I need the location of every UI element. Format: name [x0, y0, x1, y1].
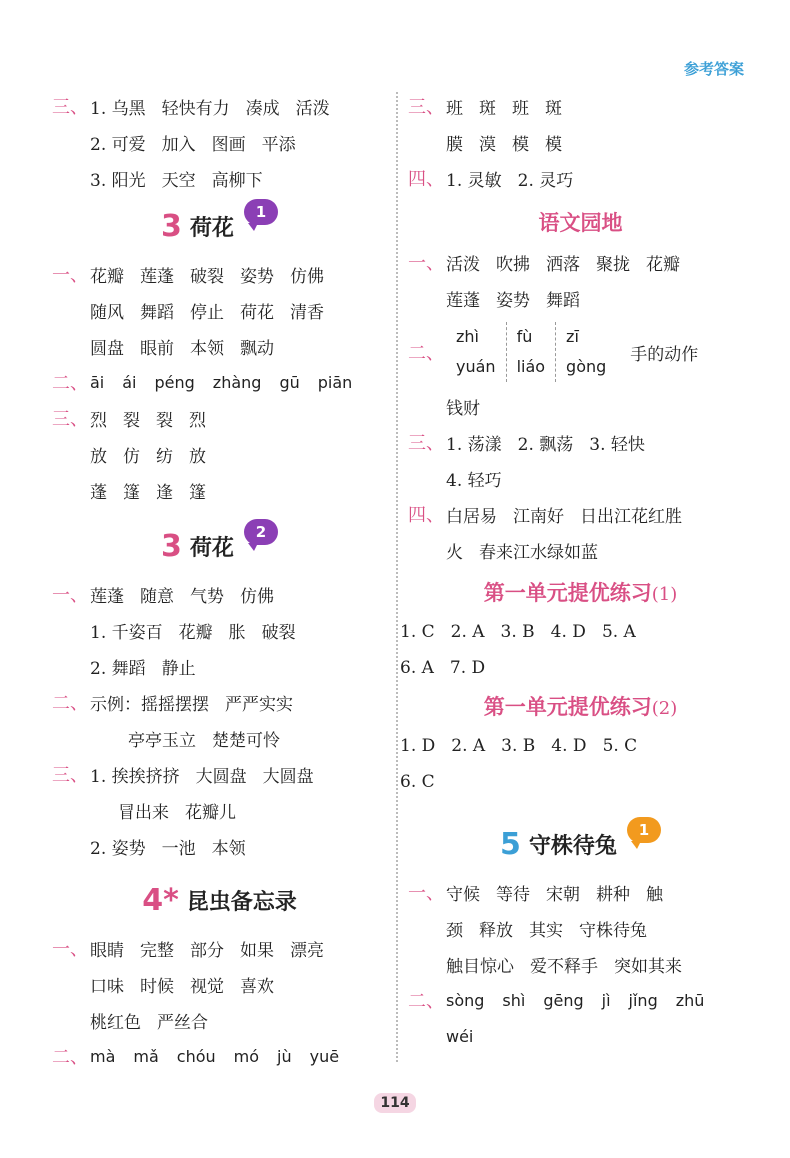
answer-item: 气势 — [190, 586, 224, 607]
answer-line — [408, 982, 753, 1018]
answer-text: 钱财 — [446, 398, 480, 419]
section-title: 第一单元提优练习(1) — [483, 581, 678, 605]
pinyin-items — [446, 991, 722, 1010]
answer-item: 楚楚可怜 — [212, 730, 280, 751]
answer-items — [90, 834, 262, 859]
section-title: 第一单元提优练习(2) — [483, 695, 678, 719]
answer-item: sòng — [446, 990, 485, 1010]
answer-line — [52, 684, 387, 720]
section-marker: 四、 — [408, 505, 444, 526]
answer-line — [408, 280, 753, 316]
answer-item: 3. 阳光 — [90, 170, 146, 191]
lesson-title — [52, 196, 387, 256]
answer-item: 守株待兔 — [579, 920, 647, 941]
answer-item: 放 — [90, 446, 107, 467]
answer-items — [446, 916, 663, 941]
answer-items — [446, 166, 589, 191]
column-divider — [396, 92, 398, 1062]
answer-item: 仿佛 — [290, 266, 324, 287]
answer-items — [446, 502, 698, 527]
answer-item: zhàng — [212, 372, 262, 392]
answer-item: 花瓣儿 — [185, 802, 236, 823]
answer-item: 莲蓬 — [140, 266, 174, 287]
answer-items — [90, 298, 340, 323]
answer-item: 完整 — [140, 940, 174, 961]
answer-line — [52, 328, 387, 364]
answer-item: 大圆盘 — [262, 766, 314, 787]
answer-items — [90, 442, 222, 467]
answer-line — [52, 436, 387, 472]
lesson-title — [52, 870, 387, 930]
lesson-number: 5 — [500, 826, 521, 862]
answer-item: 守候 — [446, 884, 480, 905]
answer-item: 高柳下 — [211, 170, 263, 191]
pinyin-cell: fù liáo — [507, 322, 556, 382]
answer-item: ái — [122, 372, 137, 392]
answer-item: 平添 — [261, 134, 296, 155]
answer-item: 班 — [512, 98, 529, 119]
answer-item: 视觉 — [190, 976, 224, 997]
answer-item: 斑 — [545, 98, 562, 119]
answer-item: 4. D — [551, 736, 587, 756]
answer-item: péng — [154, 372, 195, 392]
answer-items — [90, 762, 330, 787]
answer-item: piān — [317, 372, 353, 392]
answer-item: 火 — [446, 542, 463, 563]
answer-line — [52, 124, 387, 160]
answer-item: 示例：摇摇摆摆 — [90, 694, 209, 715]
answer-items — [90, 94, 346, 119]
answer-item: 花瓣 — [90, 266, 124, 287]
answer-item: 4. D — [550, 622, 586, 642]
answer-item: 姿势 — [496, 290, 530, 311]
answer-item: 烈 — [90, 410, 107, 431]
answer-item: 停止 — [190, 302, 224, 323]
answer-item: 放 — [189, 446, 206, 467]
answer-key-header: 参考答案 — [683, 60, 744, 78]
lesson-number: 3 — [161, 208, 182, 244]
answer-item: gēng — [543, 990, 584, 1010]
answer-item: 破裂 — [190, 266, 224, 287]
answer-items — [446, 130, 578, 155]
answer-item: chóu — [176, 1046, 216, 1066]
answer-item: 2. 可爱 — [90, 134, 146, 155]
answer-line — [52, 364, 387, 400]
answer-item: 春来江水绿如蓝 — [479, 542, 598, 563]
pinyin-items — [90, 1047, 357, 1066]
answer-items — [400, 658, 501, 678]
answer-item: 桃红色 — [90, 1012, 141, 1033]
answer-item: 等待 — [496, 884, 530, 905]
answer-items — [446, 286, 596, 311]
answer-items — [90, 1008, 224, 1033]
answer-item: 纺 — [156, 446, 173, 467]
answer-item: 宋朝 — [546, 884, 580, 905]
answer-items — [446, 952, 698, 977]
lesson-number: 3 — [161, 528, 182, 564]
answer-item: 花瓣 — [178, 622, 213, 643]
part-badge: 1 — [244, 199, 278, 225]
answer-items — [90, 618, 312, 643]
answer-item: 6. C — [400, 772, 435, 792]
answer-line — [408, 874, 753, 910]
answer-line — [52, 720, 387, 756]
answer-items — [90, 654, 212, 679]
answer-items — [118, 798, 252, 823]
answer-item: 漂亮 — [290, 940, 324, 961]
answer-line — [52, 160, 387, 196]
answer-item: 江南好 — [513, 506, 564, 527]
answer-item: 活泼 — [295, 98, 330, 119]
answer-items — [90, 334, 290, 359]
answer-item: jǐng — [628, 990, 658, 1010]
answer-item: 加入 — [161, 134, 196, 155]
answer-items — [446, 466, 518, 491]
answer-item: mà — [90, 1046, 116, 1066]
answer-items — [446, 250, 696, 275]
section-marker: 一、 — [52, 585, 88, 606]
answer-line — [408, 160, 753, 196]
answer-item: jì — [601, 990, 611, 1010]
answer-item: 蓬 — [90, 482, 107, 503]
section-marker: 二、 — [52, 693, 88, 714]
answer-item: yuē — [309, 1046, 340, 1066]
answer-item: 爱不释手 — [530, 956, 598, 977]
answer-item: 静止 — [161, 658, 196, 679]
answer-line — [408, 424, 753, 460]
answer-line — [52, 648, 387, 684]
answer-line — [52, 400, 387, 436]
answer-item: 轻快有力 — [161, 98, 230, 119]
lesson-name: 荷花 — [189, 535, 234, 561]
section-marker: 二、 — [52, 373, 88, 394]
lesson-number: 4* — [142, 882, 179, 918]
answer-item: 仿佛 — [240, 586, 274, 607]
answer-item: 喜欢 — [240, 976, 274, 997]
answer-line — [52, 1002, 387, 1038]
answer-item: gū — [279, 372, 300, 392]
answer-line — [52, 756, 387, 792]
answer-item: 1. D — [400, 736, 436, 756]
answer-items — [90, 690, 309, 715]
lesson-name: 荷花 — [189, 215, 234, 241]
answer-item: 冒出来 — [118, 802, 169, 823]
lesson-title — [408, 814, 753, 874]
answer-item: 莲蓬 — [90, 586, 124, 607]
section-marker: 一、 — [408, 253, 444, 274]
answer-items — [90, 478, 222, 503]
answer-line — [52, 966, 387, 1002]
pinyin-items — [90, 373, 370, 392]
section-title: 语文园地 — [538, 211, 623, 235]
answer-line — [408, 496, 753, 532]
answer-items — [128, 726, 296, 751]
pinyin-cell: zī gòng — [566, 327, 607, 376]
answer-item: 大圆盘 — [195, 766, 247, 787]
lesson-title — [52, 516, 387, 576]
grid-label: 手的动作 — [630, 344, 699, 365]
answer-item: 凑成 — [245, 98, 280, 119]
answer-line — [52, 792, 387, 828]
answer-item: mó — [233, 1046, 260, 1066]
page-number: 114 — [0, 1095, 790, 1111]
answer-item: 篷 — [189, 482, 206, 503]
answer-line — [408, 946, 753, 982]
answer-item: āi — [90, 372, 105, 392]
answer-items — [400, 736, 653, 756]
answer-item: 颈 — [446, 920, 463, 941]
answer-item: 1. 荡漾 — [446, 434, 502, 455]
answer-item: 裂 — [156, 410, 173, 431]
answer-item: 3. 轻快 — [589, 434, 645, 455]
answer-items — [90, 166, 279, 191]
part-badge: 1 — [627, 817, 661, 843]
answer-item: 本领 — [211, 838, 246, 859]
answer-line — [408, 244, 753, 280]
pinyin-grid — [408, 316, 753, 388]
answer-item: 荷花 — [240, 302, 274, 323]
answer-item: 烈 — [189, 410, 206, 431]
answer-items — [446, 538, 614, 563]
answer-item: 1. 乌黑 — [90, 98, 146, 119]
answer-item: 白居易 — [446, 506, 497, 527]
answer-item: 图画 — [211, 134, 246, 155]
answer-item: 本领 — [190, 338, 224, 359]
answer-line — [408, 1018, 753, 1054]
answer-item: 聚拢 — [596, 254, 630, 275]
answer-item: 胀 — [228, 622, 246, 643]
answer-item: 斑 — [479, 98, 496, 119]
answer-item: 洒落 — [546, 254, 580, 275]
answer-items — [90, 972, 290, 997]
answer-item: 时候 — [140, 976, 174, 997]
answer-item: 眼睛 — [90, 940, 124, 961]
answer-item: mǎ — [133, 1046, 159, 1066]
left-column — [52, 88, 387, 1074]
answer-item: 逢 — [156, 482, 173, 503]
answer-item: 1. 挨挨挤挤 — [90, 766, 180, 787]
answer-line — [408, 124, 753, 160]
answer-item: 1. 千姿百 — [90, 622, 163, 643]
answer-item: 2. A — [450, 622, 485, 642]
part-badge: 2 — [244, 519, 278, 545]
answer-line — [52, 1038, 387, 1074]
answer-item: 6. A — [400, 658, 434, 678]
answer-line — [408, 532, 753, 568]
section-marker: 三、 — [52, 409, 88, 430]
answer-item: 漠 — [479, 134, 496, 155]
answer-item: 5. A — [601, 622, 636, 642]
answer-item: 舞蹈 — [140, 302, 174, 323]
answer-item: 2. 飘荡 — [517, 434, 574, 455]
answer-item: 突如其来 — [614, 956, 682, 977]
answer-item: 随意 — [140, 586, 174, 607]
answer-line — [52, 292, 387, 328]
section-marker: 二、 — [52, 1047, 88, 1068]
answer-item: 天空 — [161, 170, 196, 191]
lesson-name: 守株待兔 — [528, 833, 617, 859]
answer-items — [90, 936, 340, 961]
answer-item: 模 — [512, 134, 529, 155]
answer-item: 活泼 — [446, 254, 480, 275]
answer-line — [400, 614, 753, 650]
answer-line — [400, 728, 753, 764]
answer-items — [90, 130, 312, 155]
answer-line — [52, 828, 387, 864]
answer-item: 2. A — [451, 736, 486, 756]
answer-item: 眼前 — [140, 338, 174, 359]
answer-item: 如果 — [240, 940, 274, 961]
answer-items — [90, 406, 222, 431]
answer-item: 一池 — [161, 838, 196, 859]
answer-item: 班 — [446, 98, 463, 119]
answer-items — [400, 622, 652, 642]
answer-item: zhū — [675, 990, 705, 1010]
answer-item: 随风 — [90, 302, 124, 323]
answer-item: 3. B — [500, 622, 535, 642]
answer-line — [400, 764, 753, 800]
section-marker: 一、 — [52, 939, 88, 960]
pinyin-cell: zhì yuán — [446, 322, 507, 382]
lesson-name: 昆虫备忘录 — [186, 889, 297, 915]
answer-item: 圆盘 — [90, 338, 124, 359]
answer-item: 仿 — [123, 446, 140, 467]
answer-item: 吹拂 — [496, 254, 530, 275]
answer-line — [400, 650, 753, 686]
answer-items — [446, 880, 679, 905]
answer-item: 破裂 — [261, 622, 296, 643]
pinyin-text: wéi — [446, 1026, 474, 1046]
section-marker: 三、 — [52, 97, 88, 118]
answer-line — [408, 910, 753, 946]
answer-line — [52, 576, 387, 612]
answer-line — [408, 460, 753, 496]
answer-item: 亭亭玉立 — [128, 730, 196, 751]
answer-item: 4. 轻巧 — [446, 470, 502, 491]
answer-line — [52, 88, 387, 124]
answer-item: 飘动 — [240, 338, 274, 359]
section-marker: 三、 — [52, 765, 88, 786]
answer-item: 姿势 — [240, 266, 274, 287]
answer-items — [446, 94, 578, 119]
answer-item: 释放 — [479, 920, 513, 941]
answer-line — [52, 930, 387, 966]
answer-items — [400, 772, 451, 792]
section-marker: 一、 — [52, 265, 88, 286]
section-marker: 一、 — [408, 883, 444, 904]
right-column — [400, 88, 753, 1054]
answer-item: 莲蓬 — [446, 290, 480, 311]
answer-item: 膜 — [446, 134, 463, 155]
answer-item: 触目惊心 — [446, 956, 514, 977]
answer-item: 耕种 — [596, 884, 630, 905]
answer-item: 篷 — [123, 482, 140, 503]
answer-line — [408, 388, 753, 424]
answer-item: 2. 姿势 — [90, 838, 146, 859]
answer-line — [52, 256, 387, 292]
answer-item: 2. 灵巧 — [517, 170, 574, 191]
answer-item: 模 — [545, 134, 562, 155]
answer-item: 部分 — [190, 940, 224, 961]
answer-item: jù — [277, 1046, 292, 1066]
answer-item: 3. B — [501, 736, 536, 756]
answer-line — [52, 472, 387, 508]
answer-items — [90, 582, 290, 607]
answer-item: 1. C — [400, 622, 435, 642]
answer-item: 1. 灵敏 — [446, 170, 502, 191]
answer-item: 7. D — [449, 658, 486, 678]
answer-items — [90, 262, 340, 287]
section-marker: 三、 — [408, 97, 444, 118]
answer-item: 口味 — [90, 976, 124, 997]
answer-line — [408, 88, 753, 124]
section-marker: 三、 — [408, 433, 444, 454]
answer-item: 严严实实 — [225, 694, 293, 715]
answer-item: shì — [502, 990, 526, 1010]
answer-item: 清香 — [290, 302, 324, 323]
answer-item: 严丝合 — [157, 1012, 208, 1033]
answer-item: 触 — [646, 884, 663, 905]
answer-item: 2. 舞蹈 — [90, 658, 146, 679]
answer-item: 裂 — [123, 410, 140, 431]
section-marker: 二、 — [408, 343, 444, 364]
answer-line — [52, 612, 387, 648]
answer-item: 舞蹈 — [546, 290, 580, 311]
answer-items — [446, 430, 661, 455]
section-marker: 四、 — [408, 169, 444, 190]
section-marker: 二、 — [408, 991, 444, 1012]
answer-item: 5. C — [602, 736, 638, 756]
answer-item: 其实 — [529, 920, 563, 941]
answer-item: 花瓣 — [646, 254, 680, 275]
answer-item: 日出江花红胜 — [580, 506, 682, 527]
